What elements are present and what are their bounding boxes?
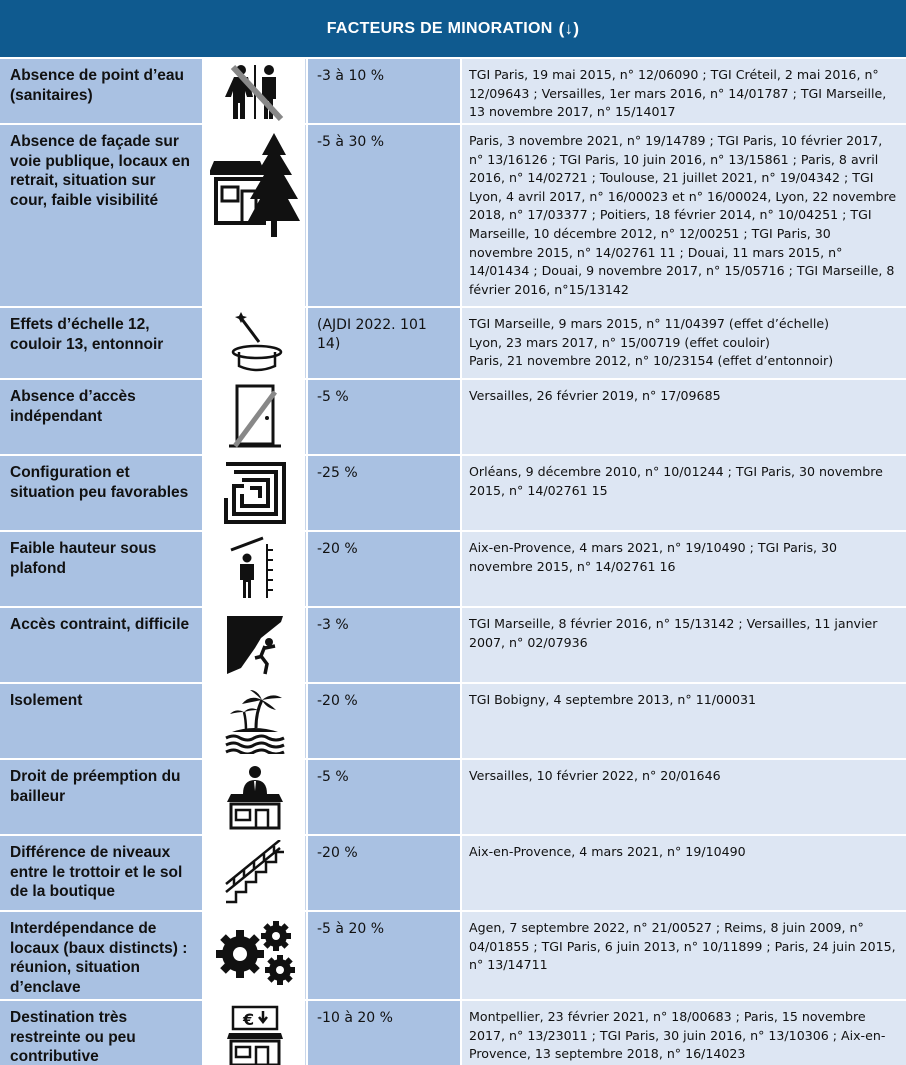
table-row bbox=[0, 378, 906, 454]
table-row bbox=[0, 454, 906, 530]
svg-text:€: € bbox=[242, 1010, 254, 1029]
factor-label: Isolement bbox=[0, 684, 204, 758]
table-row bbox=[0, 57, 906, 123]
factor-value: -3 à 10 % bbox=[306, 59, 460, 123]
island-icon bbox=[204, 684, 306, 758]
factor-value: -20 % bbox=[306, 836, 460, 910]
reference-line: Lyon, 23 mars 2017, n° 15/00719 (effet couloir) bbox=[469, 334, 770, 350]
header-title: FACTEURS DE MINORATION bbox=[326, 19, 553, 37]
blocked-door-icon bbox=[204, 380, 306, 454]
table-row bbox=[0, 834, 906, 910]
factor-references: Versailles, 26 février 2019, n° 17/09685 bbox=[460, 380, 906, 454]
table-header bbox=[0, 0, 906, 57]
factor-value: -20 % bbox=[306, 532, 460, 606]
landlord-shop-icon bbox=[204, 760, 306, 834]
factor-value: (AJDI 2022. 101 14) bbox=[306, 308, 460, 378]
factor-value: -5 % bbox=[306, 380, 460, 454]
reference-line: Paris, 21 novembre 2012, n° 10/23154 (effet d’entonnoir) bbox=[469, 353, 834, 369]
factor-references: Orléans, 9 décembre 2010, n° 10/01244 ; TGI Paris, 30 novembre 2015, n° 14/02761 15 bbox=[460, 456, 906, 530]
factor-references: Versailles, 10 février 2022, n° 20/01646 bbox=[460, 760, 906, 834]
table-row bbox=[0, 999, 906, 1065]
factor-label: Effets d’échelle 12, couloir 13, entonnoir bbox=[0, 308, 204, 378]
factor-label: Destination très restreinte ou peu contributive bbox=[0, 1001, 204, 1065]
factor-references: TGI Bobigny, 4 septembre 2013, n° 11/00031 bbox=[460, 684, 906, 758]
factor-references: Montpellier, 23 février 2021, n° 18/00683 ; Paris, 15 novembre 2017, n° 13/23011 ; TGI Paris, 30 juin 2016, n° 13/10306 ; Aix-en-Provence, 13 septembre 2018, n° 16/14023 bbox=[460, 1001, 906, 1065]
factor-value: -5 à 20 % bbox=[306, 912, 460, 999]
table-row bbox=[0, 682, 906, 758]
table-row bbox=[0, 910, 906, 999]
factor-label: Accès contraint, difficile bbox=[0, 608, 204, 682]
factor-references: TGI Paris, 19 mai 2015, n° 12/06090 ; TGI Créteil, 2 mai 2016, n° 12/09643 ; Versailles, 1er mars 2016, n° 14/01787 ; TGI Marseille, 13 novembre 2017, n° 15/14017 bbox=[460, 59, 906, 123]
factor-references: Paris, 3 novembre 2021, n° 19/14789 ; TGI Paris, 10 février 2017, n° 13/16126 ; TGI Paris, 10 juin 2016, n° 13/15861 ; Paris, 8 avril 2016, n° 14/02721 ; Toulouse, 21 juillet 2021, n° 19/04342 ; TGI Lyon, 4 avril 2017, n° 16/00023 et n° 16/00024, Lyon, 22 novembre 2018, n° 17/03377 ; Poitiers, 18 février 2014, n° 10/04251 ; TGI Marseille, 10 décembre 2012, n° 12/00251 ; TGI Paris, 30 novembre 2015, n° 14/02761 11 ; Douai, 11 mars 2015, n° 14/01434 ; Douai, 9 novembre 2017, n° 15/05716 ; TGI Marseille, 8 février 2016, n°15/13142 bbox=[460, 125, 906, 306]
factor-label: Droit de préemption du bailleur bbox=[0, 760, 204, 834]
factor-label: Absence de façade sur voie publique, locaux en retrait, situation sur cour, faible visibilité bbox=[0, 125, 204, 306]
table-row bbox=[0, 530, 906, 606]
factor-references: Aix-en-Provence, 4 mars 2021, n° 19/10490 bbox=[460, 836, 906, 910]
table-row bbox=[0, 123, 906, 306]
reference-line: TGI Marseille, 9 mars 2015, n° 11/04397 (effet d’échelle) bbox=[469, 316, 829, 331]
gears-icon bbox=[204, 912, 306, 999]
no-toilets-icon bbox=[204, 59, 306, 123]
factor-value: -25 % bbox=[306, 456, 460, 530]
factor-value: -3 % bbox=[306, 608, 460, 682]
down-arrow-icon: (↓) bbox=[558, 18, 580, 38]
stairs-icon bbox=[204, 836, 306, 910]
maze-icon bbox=[204, 456, 306, 530]
table-row bbox=[0, 606, 906, 682]
factor-label: Interdépendance de locaux (baux distincts) : réunion, situation d’enclave bbox=[0, 912, 204, 999]
factor-label: Configuration et situation peu favorables bbox=[0, 456, 204, 530]
climber-icon bbox=[204, 608, 306, 682]
factor-label: Différence de niveaux entre le trottoir et le sol de la boutique bbox=[0, 836, 204, 910]
factor-references: Agen, 7 septembre 2022, n° 21/00527 ; Reims, 8 juin 2009, n° 04/01855 ; TGI Paris, 6 juin 2013, n° 10/11899 ; Paris, 24 juin 2015, n° 13/14711 bbox=[460, 912, 906, 999]
shop-behind-tree-icon bbox=[204, 125, 306, 306]
table-row bbox=[0, 306, 906, 378]
magic-hat-icon bbox=[204, 308, 306, 378]
factor-value: -5 % bbox=[306, 760, 460, 834]
low-ceiling-icon bbox=[204, 532, 306, 606]
factor-label: Faible hauteur sous plafond bbox=[0, 532, 204, 606]
factor-label: Absence de point d’eau (sanitaires) bbox=[0, 59, 204, 123]
euro-shop-icon bbox=[204, 1001, 306, 1065]
factor-value: -5 à 30 % bbox=[306, 125, 460, 306]
factor-references bbox=[460, 308, 906, 378]
factor-value: -10 à 20 % bbox=[306, 1001, 460, 1065]
table-row bbox=[0, 758, 906, 834]
factor-references: TGI Marseille, 8 février 2016, n° 15/13142 ; Versailles, 11 janvier 2007, n° 02/07936 bbox=[460, 608, 906, 682]
factor-value: -20 % bbox=[306, 684, 460, 758]
factor-label: Absence d’accès indépendant bbox=[0, 380, 204, 454]
factor-references: Aix-en-Provence, 4 mars 2021, n° 19/10490 ; TGI Paris, 30 novembre 2015, n° 14/02761 16 bbox=[460, 532, 906, 606]
